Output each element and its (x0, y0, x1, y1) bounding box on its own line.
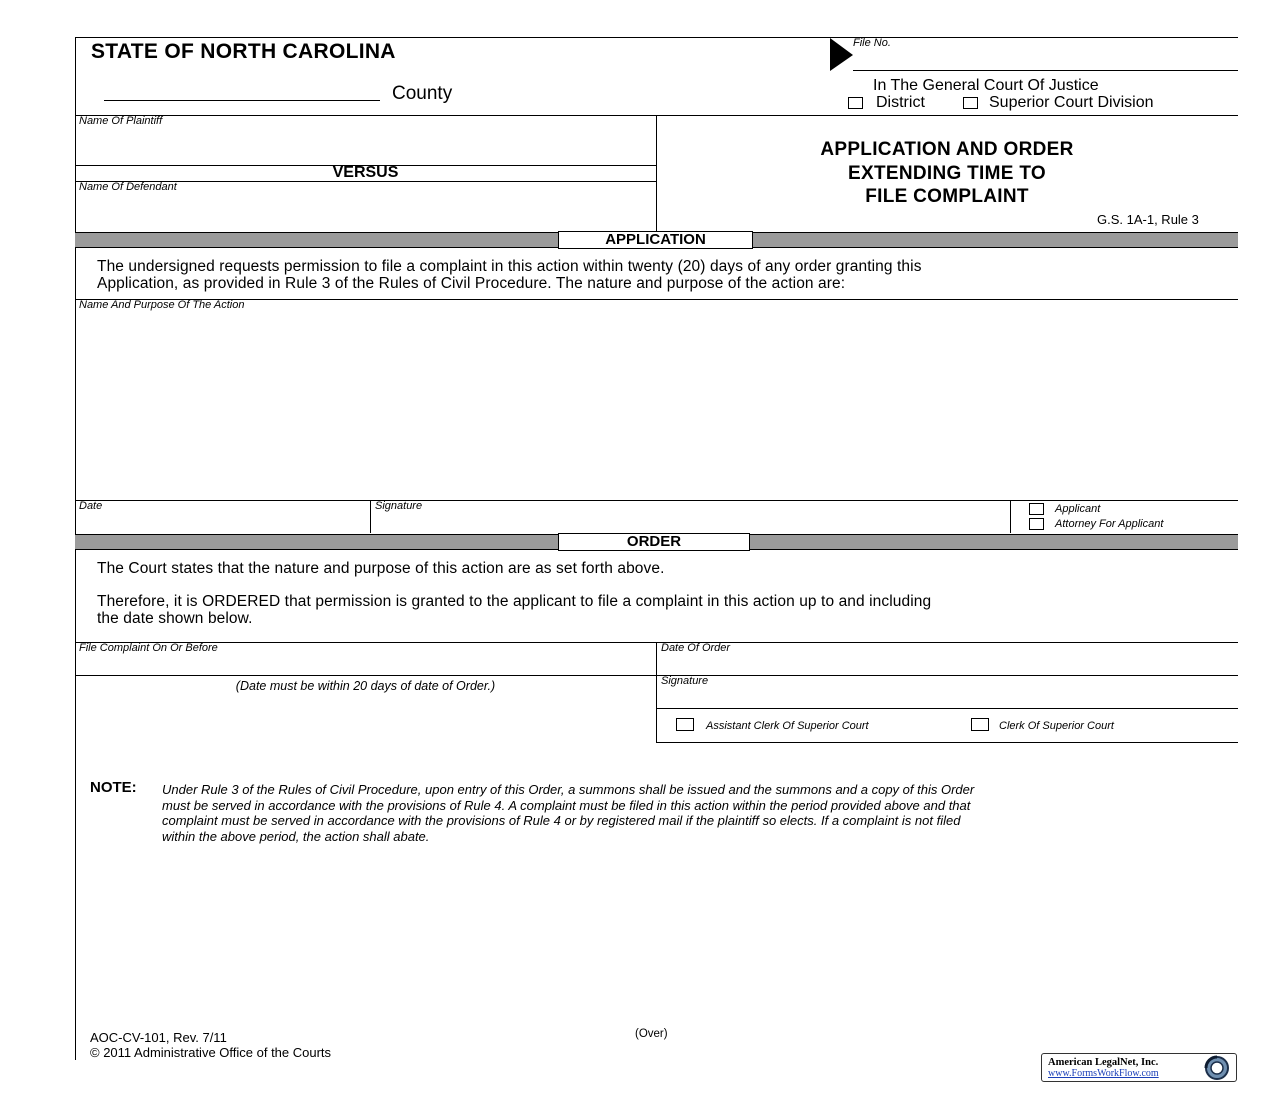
superior-court-label: Superior Court Division (989, 94, 1154, 111)
application-signature-input[interactable] (371, 514, 1009, 532)
order-text2-line1: Therefore, it is ORDERED that permission is granted to the applicant to file a complaint in this action up to and including (97, 593, 932, 610)
left-border-lower (75, 734, 76, 1060)
application-heading: APPLICATION (558, 231, 753, 249)
form-title-line2: EXTENDING TIME TO (848, 163, 1046, 184)
county-input-line[interactable] (104, 100, 380, 101)
court-title: In The General Court Of Justice (873, 77, 1099, 94)
applicant-checkbox[interactable] (1029, 503, 1044, 515)
application-signature-label: Signature (375, 500, 423, 512)
district-checkbox[interactable] (848, 97, 863, 109)
attorney-label: Attorney For Applicant (1055, 518, 1164, 530)
vendor-name: American LegalNet, Inc. (1048, 1057, 1159, 1068)
attorney-checkbox[interactable] (1029, 518, 1044, 530)
date-of-order-label: Date Of Order (661, 642, 731, 654)
file-no-label: File No. (853, 37, 891, 49)
order-heading: ORDER (558, 533, 750, 551)
note-line3: complaint must be served in accordance with the provisions of Rule 4 or by registered mail if the plaintiff so elects. If a complaint is not filed (162, 813, 961, 828)
file-no-arrow-icon (830, 38, 854, 72)
action-input-area[interactable] (76, 314, 1236, 498)
application-date-input[interactable] (76, 514, 369, 532)
application-text-line2: Application, as provided in Rule 3 of the Rules of Civil Procedure. The nature and purpose of the action are: (97, 275, 846, 292)
over-label: (Over) (635, 1028, 668, 1040)
date-note: (Date must be within 20 days of date of Order.) (235, 679, 496, 693)
plaintiff-label: Name Of Plaintiff (79, 115, 163, 127)
date-of-order-input[interactable] (657, 656, 1237, 674)
order-signature-bottom-rule (656, 708, 1238, 709)
defendant-input[interactable] (76, 196, 655, 230)
top-border (75, 37, 1238, 38)
file-no-input-line[interactable] (853, 70, 1238, 71)
order-fields-mid-rule (75, 675, 1238, 676)
versus-label: VERSUS (332, 164, 399, 181)
action-top-rule (75, 299, 1238, 300)
applicant-label: Applicant (1055, 503, 1101, 515)
vendor-url[interactable]: www.FormsWorkFlow.com (1048, 1068, 1159, 1079)
note-line4: within the above period, the action shall abate. (162, 828, 430, 844)
copyright: © 2011 Administrative Office of the Courts (90, 1045, 332, 1060)
clerk-label: Clerk Of Superior Court (999, 720, 1114, 732)
note-text (162, 782, 974, 844)
order-signature-input[interactable] (657, 689, 1237, 707)
state-title: STATE OF NORTH CAROLINA (91, 40, 396, 63)
form-title-line3: FILE COMPLAINT (865, 186, 1029, 207)
file-before-input[interactable] (76, 656, 655, 674)
order-text1: The Court states that the nature and purpose of this action are as set forth above. (97, 560, 665, 577)
plaintiff-input[interactable] (76, 130, 655, 164)
note-line1: Under Rule 3 of the Rules of Civil Procedure, upon entry of this Order, a summons shall be issued and the summons and a copy of this Order (162, 782, 975, 797)
signature-role-divider (1010, 500, 1011, 533)
county-label: County (392, 83, 453, 104)
superior-court-checkbox[interactable] (963, 97, 978, 109)
note-line2: must be served in accordance with the provisions of Rule 4. A complaint must be filed in this action within the period provided above and that (162, 797, 971, 813)
clerk-checkbox[interactable] (971, 718, 989, 731)
vendor-logo-icon (1200, 1055, 1234, 1081)
form-title-line1: APPLICATION AND ORDER (820, 139, 1074, 160)
action-label: Name And Purpose Of The Action (79, 299, 245, 311)
application-text-line1: The undersigned requests permission to file a complaint in this action within twenty (20) days of any order granting this (97, 258, 922, 275)
district-label: District (876, 94, 925, 111)
assistant-clerk-checkbox[interactable] (676, 718, 694, 731)
file-before-label: File Complaint On Or Before (79, 642, 218, 654)
signature-row-top-rule (75, 500, 1238, 501)
form-number: AOC-CV-101, Rev. 7/11 (90, 1030, 227, 1045)
application-date-label: Date (79, 500, 103, 512)
assistant-clerk-label: Assistant Clerk Of Superior Court (706, 720, 869, 732)
order-text2-line2: the date shown below. (97, 610, 253, 627)
statute-reference: G.S. 1A-1, Rule 3 (1097, 212, 1199, 227)
order-signature-label: Signature (661, 675, 709, 687)
note-label: NOTE: (90, 779, 137, 796)
vendor-badge[interactable] (1041, 1053, 1237, 1082)
defendant-label: Name Of Defendant (79, 181, 177, 193)
order-box-bottom-rule (656, 742, 1238, 743)
